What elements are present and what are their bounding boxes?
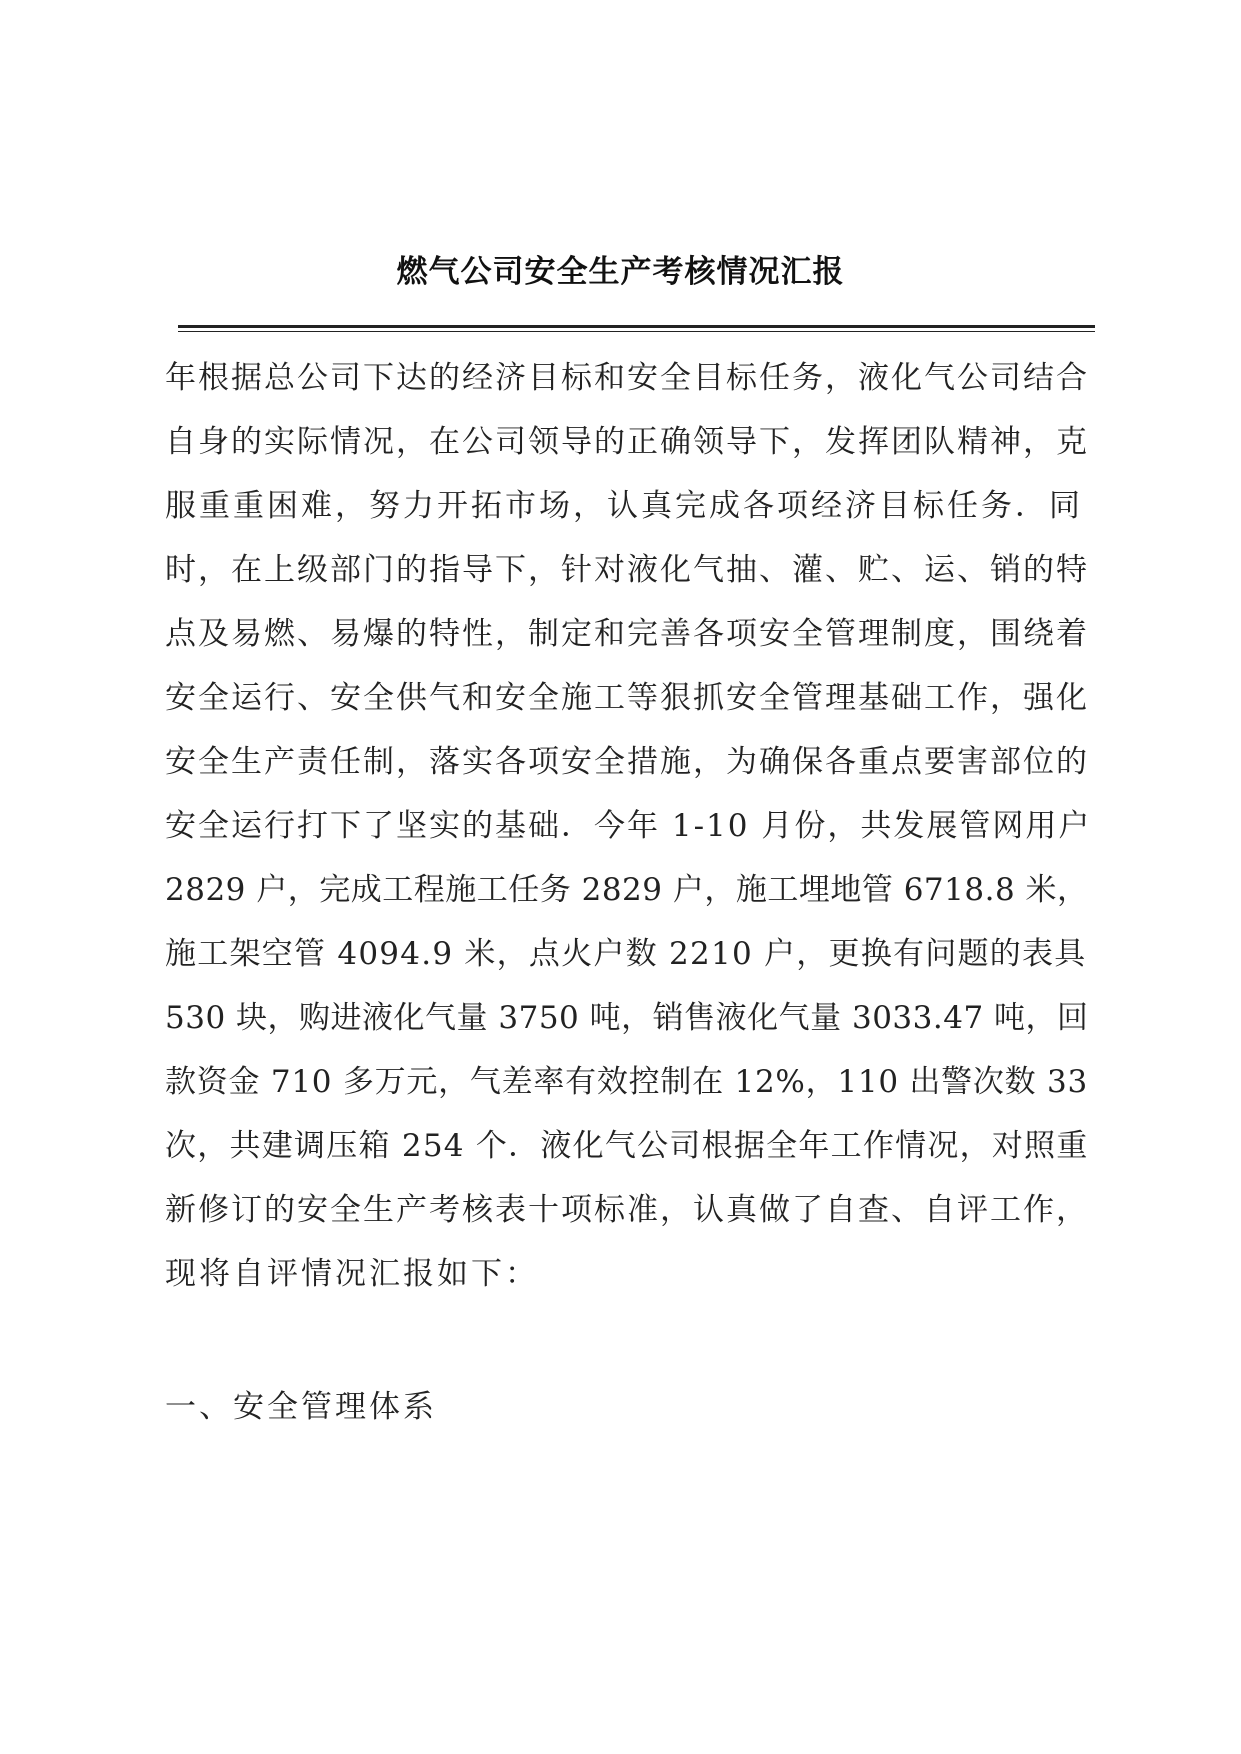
body-line-13: 次，共建调压箱 254 个．液化气公司根据全年工作情况，对照重 (165, 1128, 1089, 1164)
title-divider-thick (178, 325, 1095, 328)
body-line-4: 时，在上级部门的指导下，针对液化气抽、灌、贮、运、销的特 (165, 552, 1089, 588)
section-heading: 一、安全管理体系 (165, 1389, 437, 1425)
body-line-6: 安全运行、安全供气和安全施工等狠抓安全管理基础工作，强化 (165, 680, 1089, 716)
body-line-9: 2829 户，完成工程施工任务 2829 户，施工埋地管 6718.8 米， (165, 872, 1089, 908)
body-line-8: 安全运行打下了坚实的基础．今年 1-10 月份，共发展管网用户 (165, 808, 1092, 844)
document-title: 燃气公司安全生产考核情况汇报 (396, 254, 845, 290)
body-line-7: 安全生产责任制，落实各项安全措施，为确保各重点要害部位的 (165, 744, 1089, 780)
body-line-1: 年根据总公司下达的经济目标和安全目标任务，液化气公司结合 (165, 360, 1089, 396)
body-line-5: 点及易燃、易爆的特性，制定和完善各项安全管理制度，围绕着 (165, 616, 1089, 652)
body-line-12: 款资金 710 多万元，气差率有效控制在 12%，110 出警次数 33 (165, 1064, 1088, 1100)
body-line-10: 施工架空管 4094.9 米，点火户数 2210 户，更换有问题的表具 (165, 936, 1087, 972)
body-line-2: 自身的实际情况，在公司领导的正确领导下，发挥团队精神，克 (165, 424, 1089, 460)
title-divider-thin (178, 331, 1095, 332)
body-line-14: 新修订的安全生产考核表十项标准，认真做了自查、自评工作， (165, 1192, 1089, 1228)
body-line-3: 服重重困难，努力开拓市场，认真完成各项经济目标任务．同 (165, 488, 1083, 524)
body-line-11: 530 块，购进液化气量 3750 吨，销售液化气量 3033.47 吨，回 (165, 1000, 1089, 1036)
body-line-15: 现将自评情况汇报如下： (165, 1256, 539, 1292)
